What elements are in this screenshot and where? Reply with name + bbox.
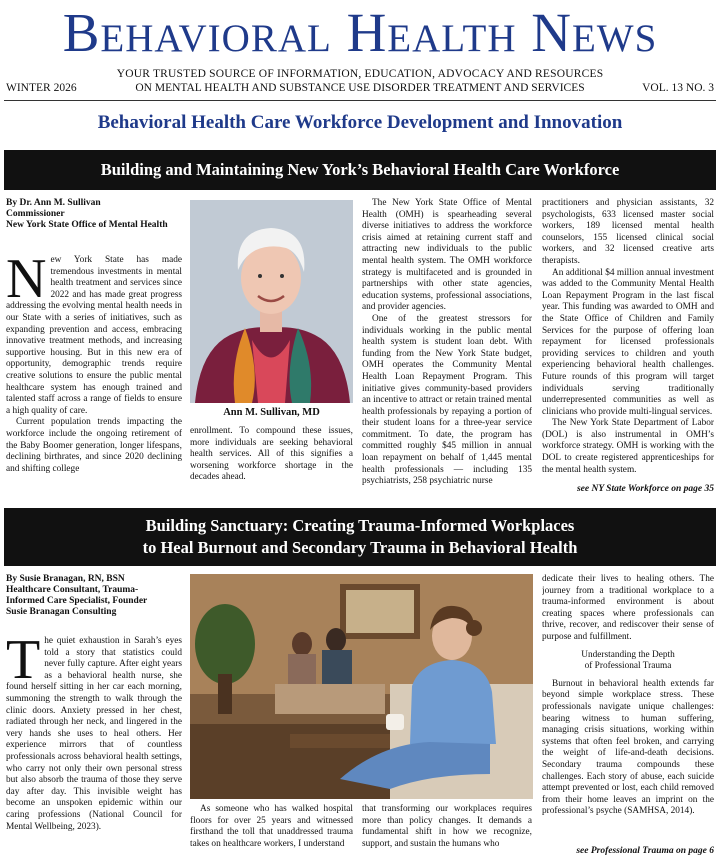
article1-text: ew York State has made tremendous investments in mental health treatment and services since 2022 and has made great progress addressing the evolving mental health needs in our State with a series of initiatives, such as expanding prevention and access, embracing innovative treatment methods, and increasing supportive housing. But in this new era of opportunity, demographic trends require creative solutions to ensure the public mental healthcare system has enough trained and talented staff across a range of fields to ensure a high quality of care. bbox=[6, 255, 182, 416]
issue-date: WINTER 2026 bbox=[6, 82, 77, 94]
volume-number: VOL. 13 NO. 3 bbox=[642, 82, 714, 94]
article2-paragraph: Burnout in behavioral health extends far beyond simple workplace stress. These professionals navigate unique challenges: bearing witness to human suffering, managing crisis situations, working within systems that often feel broken, and carrying the weight of life-and-death decisions. Secondary trauma compounds these challenges. Each story of abuse, each suicide attempt prevented or lost, each child removed from their home leaves an imprint on the professional’s psyche (SAMHSA, 2014). bbox=[542, 678, 714, 817]
article2-subhead bbox=[542, 650, 714, 673]
tagline-secondary: ON MENTAL HEALTH AND SUBSTANCE USE DISORDER TREATMENT AND SERVICES bbox=[135, 82, 585, 94]
article2-author: By Susie Branagan, RN, BSN bbox=[6, 574, 125, 584]
article2-author-title: Healthcare Consultant, Trauma- bbox=[6, 585, 139, 595]
article2-author-org: Susie Branagan Consulting bbox=[6, 607, 117, 617]
article1-column-2 bbox=[190, 426, 353, 504]
article1-paragraph: An additional $4 million annual investment was added to the Community Mental Health Loan Repayment Program in the last fiscal year. This funding was awarded to OMH and the State Office of Children and Family Services for the purpose of offering loan repayment for licensed professionals providing services to children and youth experiencing behavioral health challenges. Future rounds of this program will target individuals serving traditionally underrepresented communities as well as clinicians who provide multi-lingual services. bbox=[542, 267, 714, 417]
author-photo bbox=[190, 200, 353, 403]
article2-paragraph: that transforming our workplaces requires more than policy changes. It demands a fundamental shift in how we recognize, support, and sustain the humans who bbox=[362, 804, 532, 849]
article2-column-3 bbox=[362, 804, 532, 860]
article2-author-title-2: Informed Care Specialist, Founder bbox=[6, 596, 148, 606]
article1-paragraph bbox=[6, 255, 182, 417]
article2-paragraph: As someone who has walked hospital floors for over 25 years and witnessed firsthand the toll that unaddressed trauma takes on healthcare workers, I understand bbox=[190, 804, 353, 849]
workplace-photo bbox=[190, 574, 533, 799]
article2-text: he quiet exhaustion in Sarah’s eyes told a story that statistics could never fully capture. After eight years as a behavioral health nurse, she found herself sitting in her car each morning, summoning the strength to walk through the clinic doors. Anxiety pressed in her chest, radiated through her neck, and lingered in the very hands she uses to heal others. Her experience mirrors that of countless professionals across behavioral health settings, who carry not only their own personal stress but also absorb the trauma of those they serve day after day. This invisible weight has become an unspoken epidemic within our caring professions (National Council for Mental Wellbeing, 2023). bbox=[6, 636, 182, 832]
tagline: YOUR TRUSTED SOURCE OF INFORMATION, EDUCATION, ADVOCACY AND RESOURCES bbox=[116, 68, 604, 80]
article1-author: By Dr. Ann M. Sullivan bbox=[6, 198, 101, 208]
article1-column-3 bbox=[362, 198, 532, 504]
issue-theme-title: Behavioral Health Care Workforce Development and Innovation bbox=[97, 112, 623, 133]
article1-paragraph: practitioners and physician assistants, 32 psychologists, 633 licensed master social workers, 189 licensed mental health counselors, 155 licensed clinical social workers, and 32 licensed creative arts therapists. bbox=[542, 198, 714, 266]
article2-headline[interactable] bbox=[4, 508, 716, 566]
article1-headline[interactable]: Building and Maintaining New York’s Behavioral Health Care Workforce bbox=[4, 150, 716, 190]
article1-paragraph: Current population trends impacting the workforce include the ongoing retirement of the Baby Boomer generation, longer lifespans, declining birthrates, and since 2020 declining and shifting college bbox=[6, 417, 182, 474]
article1-author-org: New York State Office of Mental Health bbox=[6, 220, 168, 230]
article2-byline bbox=[6, 574, 184, 618]
article2-headline-line2: to Heal Burnout and Secondary Trauma in Behavioral Health bbox=[142, 538, 578, 557]
article1-paragraph: One of the greatest stressors for individuals working in the public mental health system is student loan debt. With funding from the New York State budget, OMH operates the Community Mental Health Loan Repayment Program. This initiative gives community-based providers an incentive to attract or retain trained mental health professionals by repaying a portion of their student loans for a three-year service commitment. To date, the program has committed roughly $45 million in annual loan repayment on behalf of 1,445 mental health professionals — including 135 psychiatrists, 258 psychiatric nurse bbox=[362, 313, 532, 487]
article2-column-2 bbox=[190, 804, 353, 860]
article2-continued-link[interactable]: see Professional Trauma on page 6 bbox=[576, 846, 714, 856]
article1-column-1 bbox=[6, 255, 182, 505]
article1-paragraph: enrollment. To compound these issues, more individuals are seeking behavioral health services. All of this signifies a worsening workforce shortage in the decades ahead. bbox=[190, 426, 353, 483]
subhead-line-2: of Professional Trauma bbox=[584, 661, 672, 672]
subhead-line-1: Understanding the Depth bbox=[581, 649, 675, 660]
article1-author-title: Commissioner bbox=[6, 209, 65, 219]
article1-paragraph: The New York State Department of Labor (DOL) is also instrumental in OMH’s workforce strategy. OMH is working with the DOL to create registered apprenticeships for the mental health system. bbox=[542, 418, 714, 475]
article2-paragraph: dedicate their lives to healing others. The journey from a traditional workplace to a trauma-informed environment is about creating spaces where professionals can thrive, recover, and rediscover their sense of purpose and fulfillment. bbox=[542, 574, 714, 642]
article2-paragraph bbox=[6, 636, 182, 833]
article1-byline bbox=[6, 198, 184, 231]
drop-cap: N bbox=[6, 255, 47, 310]
article2-headline-line1: Building Sanctuary: Creating Trauma-Informed Workplaces bbox=[145, 516, 575, 535]
article1-column-4 bbox=[542, 198, 714, 480]
article1-paragraph: The New York State Office of Mental Health (OMH) is spearheading several diverse initiatives to address the workforce crisis aimed at retaining current staff and attracting new individuals to the public mental health system. The OMH workforce strategy is multifaceted and is grounded in partnerships with other state agencies, education systems, professional associations, and provider agencies. bbox=[362, 198, 532, 313]
drop-cap: T bbox=[6, 636, 41, 691]
article1-continued-link[interactable]: see NY State Workforce on page 35 bbox=[576, 484, 714, 494]
masthead bbox=[0, 0, 720, 66]
author-photo-caption: Ann M. Sullivan, MD bbox=[223, 407, 320, 418]
article2-column-4 bbox=[542, 574, 714, 844]
publication-title: Behavioral Health News bbox=[62, 2, 658, 63]
masthead-divider bbox=[4, 100, 716, 101]
article2-column-1 bbox=[6, 636, 182, 860]
